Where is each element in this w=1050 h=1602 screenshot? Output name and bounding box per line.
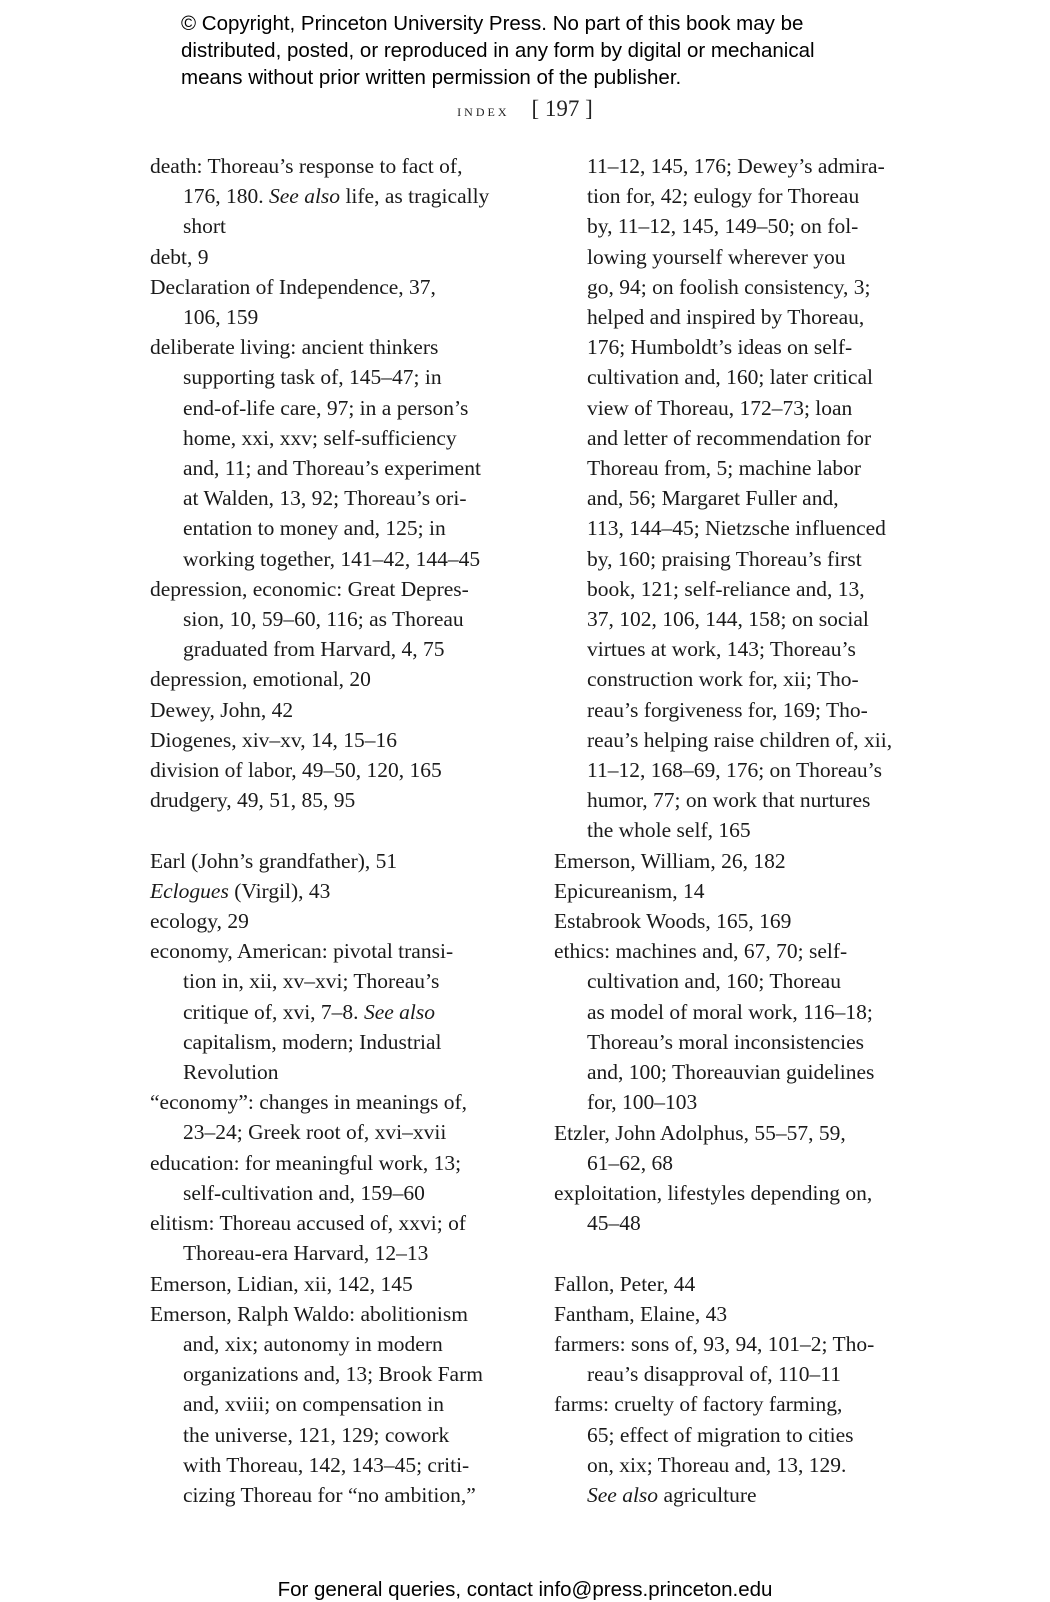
- index-entry-continuation: [554, 997, 924, 1027]
- index-text: 113, 144–45; Nietzsche influenced: [587, 516, 886, 541]
- index-text: sion, 10, 59–60, 116; as Thoreau: [183, 607, 464, 632]
- entry-spacer: [554, 1238, 924, 1268]
- index-text: tion in, xii, xv–xvi; Thoreau’s: [183, 969, 440, 994]
- index-entry: [150, 846, 520, 876]
- index-entry-continuation: [150, 604, 520, 634]
- index-entry: [554, 876, 924, 906]
- index-entry: [554, 1118, 924, 1148]
- index-text: Thoreau-era Harvard, 12–13: [183, 1241, 429, 1266]
- index-text: Thoreau’s moral inconsistencies: [587, 1029, 865, 1054]
- index-text: cizing Thoreau for “no ambition,”: [183, 1482, 476, 1507]
- index-entry-continuation: [554, 634, 924, 664]
- index-entry: [150, 695, 520, 725]
- index-entry-continuation: [150, 423, 520, 453]
- index-text: reau’s disapproval of, 110–11: [587, 1362, 841, 1387]
- index-text: construction work for, xii; Tho-: [587, 667, 859, 692]
- index-entry-continuation: [554, 1148, 924, 1178]
- index-text: Revolution: [183, 1060, 279, 1085]
- index-text: home, xxi, xxv; self-sufficiency: [183, 425, 457, 450]
- index-text: deliberate living: ancient thinkers: [150, 335, 439, 360]
- index-entry-continuation: [554, 574, 924, 604]
- index-entry-continuation: [554, 393, 924, 423]
- index-entry-continuation: [554, 1027, 924, 1057]
- index-column-right: [554, 151, 924, 1510]
- index-text: 176, 180.: [183, 184, 269, 209]
- index-text: agriculture: [658, 1482, 757, 1507]
- index-text: Etzler, John Adolphus, 55–57, 59,: [554, 1120, 846, 1145]
- index-entry-continuation: [554, 181, 924, 211]
- index-entry-continuation: [554, 362, 924, 392]
- index-text: critique of, xvi, 7–8.: [183, 999, 364, 1024]
- index-entry: [150, 936, 520, 966]
- index-entry: [150, 876, 520, 906]
- index-text: and, 56; Margaret Fuller and,: [587, 486, 839, 511]
- index-entry: [150, 1208, 520, 1238]
- index-entry: [150, 151, 520, 181]
- index-text: and letter of recommendation for: [587, 425, 872, 450]
- index-text: on, xix; Thoreau and, 13, 129.: [587, 1452, 847, 1477]
- index-text: depression, emotional, 20: [150, 667, 371, 692]
- index-entry-continuation: [150, 1420, 520, 1450]
- index-entry-continuation: [554, 1057, 924, 1087]
- index-text: supporting task of, 145–47; in: [183, 365, 442, 390]
- index-entry: [554, 936, 924, 966]
- index-text: by, 11–12, 145, 149–50; on fol-: [587, 214, 859, 239]
- index-text: ecology, 29: [150, 909, 249, 934]
- index-entry-continuation: [150, 393, 520, 423]
- index-text: lowing yourself wherever you: [587, 244, 846, 269]
- index-text: depression, economic: Great Depres-: [150, 576, 469, 601]
- index-entry-continuation: [554, 453, 924, 483]
- running-head: [0, 96, 1050, 122]
- index-entry: [150, 332, 520, 362]
- index-entry: [150, 1269, 520, 1299]
- index-entry: [150, 725, 520, 755]
- index-column-left: [150, 151, 520, 1510]
- copyright-line: © Copyright, Princeton University Press. No part of this book may be: [181, 12, 804, 35]
- index-text: Dewey, John, 42: [150, 697, 294, 722]
- index-text: life, as tragically: [340, 184, 490, 209]
- index-entry: [554, 1269, 924, 1299]
- index-entry-continuation: [554, 1087, 924, 1117]
- index-entry: [150, 755, 520, 785]
- index-entry: [554, 906, 924, 936]
- index-entry-continuation: [150, 997, 520, 1027]
- index-entry-continuation: [554, 604, 924, 634]
- index-entry-continuation: [150, 1359, 520, 1389]
- running-head-label: index: [457, 101, 510, 120]
- index-entry-continuation: [554, 664, 924, 694]
- index-entry-continuation: [150, 1389, 520, 1419]
- index-text: the universe, 121, 129; cowork: [183, 1422, 450, 1447]
- index-text: and, xix; autonomy in modern: [183, 1331, 443, 1356]
- index-text: 23–24; Greek root of, xvi–xvii: [183, 1120, 447, 1145]
- index-entry: [150, 664, 520, 694]
- index-entry-continuation: [150, 634, 520, 664]
- index-text: farms: cruelty of factory farming,: [554, 1392, 843, 1417]
- index-text: reau’s helping raise children of, xii,: [587, 727, 893, 752]
- index-entry-continuation: [150, 181, 520, 211]
- index-text: and, 100; Thoreauvian guidelines: [587, 1060, 875, 1085]
- index-entry-continuation: [150, 211, 520, 241]
- index-cross-reference: See also: [269, 184, 341, 209]
- index-entry-continuation: [554, 785, 924, 815]
- index-entry: [554, 1299, 924, 1329]
- index-text: 37, 102, 106, 144, 158; on social: [587, 607, 869, 632]
- index-entry: [150, 1087, 520, 1117]
- index-text: tion for, 42; eulogy for Thoreau: [587, 184, 860, 209]
- index-text: reau’s forgiveness for, 169; Tho-: [587, 697, 868, 722]
- index-text: 11–12, 145, 176; Dewey’s admira-: [587, 154, 885, 178]
- index-text: ethics: machines and, 67, 70; self-: [554, 939, 848, 964]
- index-entry: [150, 785, 520, 815]
- index-text: virtues at work, 143; Thoreau’s: [587, 637, 856, 662]
- index-entry-continuation: [554, 695, 924, 725]
- index-text: Emerson, Ralph Waldo: abolitionism: [150, 1301, 468, 1326]
- index-text: entation to money and, 125; in: [183, 516, 446, 541]
- index-text: drudgery, 49, 51, 85, 95: [150, 788, 356, 813]
- index-entry-continuation: [554, 815, 924, 845]
- index-text: Thoreau from, 5; machine labor: [587, 456, 862, 481]
- index-text: debt, 9: [150, 244, 209, 269]
- index-entry-continuation: [150, 1178, 520, 1208]
- index-entry-continuation: [150, 1057, 520, 1087]
- index-entry-continuation: [554, 544, 924, 574]
- index-text: and, xviii; on compensation in: [183, 1392, 444, 1417]
- index-entry-continuation: [554, 423, 924, 453]
- footer-contact: For general queries, contact info@press.princeton.edu: [277, 1578, 773, 1601]
- index-entry-continuation: [554, 242, 924, 272]
- index-entry-continuation: [554, 725, 924, 755]
- copyright-line: distributed, posted, or reproduced in any form by digital or mechanical: [181, 39, 815, 62]
- index-entry-continuation: [150, 1117, 520, 1147]
- index-entry-continuation: [554, 151, 924, 181]
- index-entry: [150, 574, 520, 604]
- index-text: humor, 77; on work that nurtures: [587, 788, 871, 813]
- page-number: [ 197 ]: [531, 96, 593, 121]
- index-text: economy, American: pivotal transi-: [150, 939, 454, 964]
- index-entry-continuation: [554, 1450, 924, 1480]
- index-entry-continuation: [150, 1027, 520, 1057]
- index-text: Estabrook Woods, 165, 169: [554, 909, 792, 934]
- index-cross-reference: See also: [587, 1482, 659, 1507]
- index-text: the whole self, 165: [587, 818, 751, 843]
- entry-spacer: [150, 815, 520, 845]
- index-entry: [554, 846, 924, 876]
- index-entry-continuation: [150, 1450, 520, 1480]
- index-text: book, 121; self-reliance and, 13,: [587, 576, 865, 601]
- index-text: graduated from Harvard, 4, 75: [183, 637, 445, 662]
- index-text: organizations and, 13; Brook Farm: [183, 1362, 483, 1387]
- index-text: Epicureanism, 14: [554, 878, 705, 903]
- index-entry: [554, 1329, 924, 1359]
- index-text: and, 11; and Thoreau’s experiment: [183, 456, 481, 481]
- index-text: (Virgil), 43: [228, 878, 331, 903]
- index-entry-continuation: [150, 1329, 520, 1359]
- index-entry-continuation: [554, 272, 924, 302]
- index-text: by, 160; praising Thoreau’s first: [587, 546, 862, 571]
- index-entry-continuation: [554, 513, 924, 543]
- index-text: death: Thoreau’s response to fact of,: [150, 154, 463, 178]
- index-cross-reference: Eclogues: [150, 878, 229, 903]
- index-text: 61–62, 68: [587, 1150, 673, 1175]
- index-text: working together, 141–42, 144–45: [183, 546, 481, 571]
- index-text: self-cultivation and, 159–60: [183, 1180, 425, 1205]
- index-text: at Walden, 13, 92; Thoreau’s ori-: [183, 486, 467, 511]
- index-text: helped and inspired by Thoreau,: [587, 305, 865, 330]
- index-entry-continuation: [554, 755, 924, 785]
- index-text: Emerson, William, 26, 182: [554, 848, 786, 873]
- index-text: 11–12, 168–69, 176; on Thoreau’s: [587, 758, 883, 783]
- index-entry-continuation: [554, 483, 924, 513]
- index-text: Emerson, Lidian, xii, 142, 145: [150, 1271, 413, 1296]
- index-text: end-of-life care, 97; in a person’s: [183, 395, 469, 420]
- index-entry-continuation: [554, 332, 924, 362]
- index-entry-continuation: [554, 1208, 924, 1238]
- index-text: Fantham, Elaine, 43: [554, 1301, 728, 1326]
- index-text: 176; Humboldt’s ideas on self-: [587, 335, 853, 360]
- index-text: cultivation and, 160; Thoreau: [587, 969, 841, 994]
- index-text: go, 94; on foolish consistency, 3;: [587, 274, 871, 299]
- index-entry: [150, 1299, 520, 1329]
- index-entry-continuation: [150, 544, 520, 574]
- index-entry: [150, 242, 520, 272]
- index-entry-continuation: [554, 1480, 924, 1510]
- index-entry-continuation: [150, 302, 520, 332]
- index-entry-continuation: [150, 1238, 520, 1268]
- index-text: 106, 159: [183, 305, 259, 330]
- index-text: with Thoreau, 142, 143–45; criti-: [183, 1452, 470, 1477]
- index-text: short: [183, 214, 226, 239]
- copyright-notice: [181, 10, 921, 91]
- index-entry-continuation: [554, 1420, 924, 1450]
- index-text: as model of moral work, 116–18;: [587, 999, 873, 1024]
- index-text: for, 100–103: [587, 1090, 698, 1115]
- index-text: Fallon, Peter, 44: [554, 1271, 696, 1296]
- index-entry-continuation: [554, 302, 924, 332]
- index-text: farmers: sons of, 93, 94, 101–2; Tho-: [554, 1331, 875, 1356]
- copyright-line: means without prior written permission of the publisher.: [181, 66, 682, 89]
- index-entry-continuation: [554, 1359, 924, 1389]
- index-text: exploitation, lifestyles depending on,: [554, 1180, 873, 1205]
- index-entry: [150, 1148, 520, 1178]
- index-entry-continuation: [554, 211, 924, 241]
- index-entry-continuation: [150, 966, 520, 996]
- index-entry-continuation: [150, 483, 520, 513]
- index-entry: [150, 906, 520, 936]
- index-entry-continuation: [150, 513, 520, 543]
- index-text: education: for meaningful work, 13;: [150, 1150, 462, 1175]
- index-entry-continuation: [554, 966, 924, 996]
- index-text: elitism: Thoreau accused of, xxvi; of: [150, 1211, 467, 1236]
- index-entry: [150, 272, 520, 302]
- index-text: 65; effect of migration to cities: [587, 1422, 854, 1447]
- index-cross-reference: See also: [363, 999, 435, 1024]
- index-text: view of Thoreau, 172–73; loan: [587, 395, 853, 420]
- index-text: Earl (John’s grandfather), 51: [150, 848, 398, 873]
- index-text: division of labor, 49–50, 120, 165: [150, 758, 442, 783]
- index-text: 45–48: [587, 1211, 641, 1236]
- index-text: Declaration of Independence, 37,: [150, 274, 436, 299]
- index-text: “economy”: changes in meanings of,: [150, 1090, 468, 1115]
- index-text: cultivation and, 160; later critical: [587, 365, 873, 390]
- index-text: Diogenes, xiv–xv, 14, 15–16: [150, 727, 398, 752]
- index-entry-continuation: [150, 1480, 520, 1510]
- index-entry: [554, 1178, 924, 1208]
- index-entry-continuation: [150, 453, 520, 483]
- index-entry-continuation: [150, 362, 520, 392]
- index-text: capitalism, modern; Industrial: [183, 1029, 442, 1054]
- index-entry: [554, 1389, 924, 1419]
